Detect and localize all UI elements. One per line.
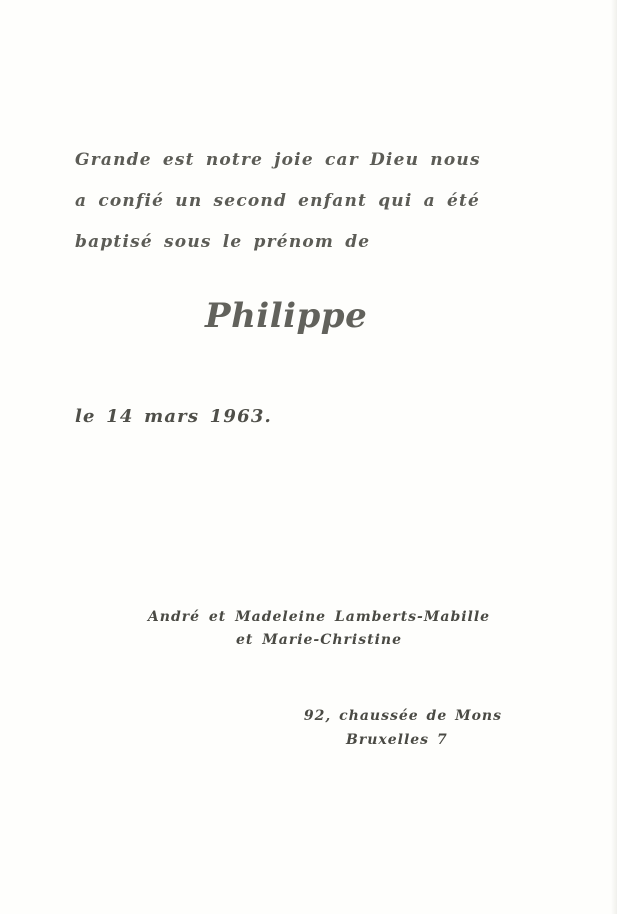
sibling-name: et Marie-Christine xyxy=(236,632,402,648)
address-block xyxy=(290,704,506,752)
paper-edge xyxy=(611,0,617,914)
announcement-line: baptisé sous le prénom de xyxy=(75,232,371,252)
parents-names: André et Madeleine Lamberts-Mabille xyxy=(147,609,491,625)
address-city: Bruxelles 7 xyxy=(346,732,448,748)
address-street: 92, chaussée de Mons xyxy=(303,708,502,724)
parents-block xyxy=(131,606,507,652)
announcement-line: a confié un second enfant qui a été xyxy=(75,191,481,211)
child-name: Philippe xyxy=(205,296,368,336)
announcement-line: Grande est notre joie car Dieu nous xyxy=(75,150,481,170)
announcement-text xyxy=(75,140,515,263)
baptism-date: le 14 mars 1963. xyxy=(75,406,273,427)
